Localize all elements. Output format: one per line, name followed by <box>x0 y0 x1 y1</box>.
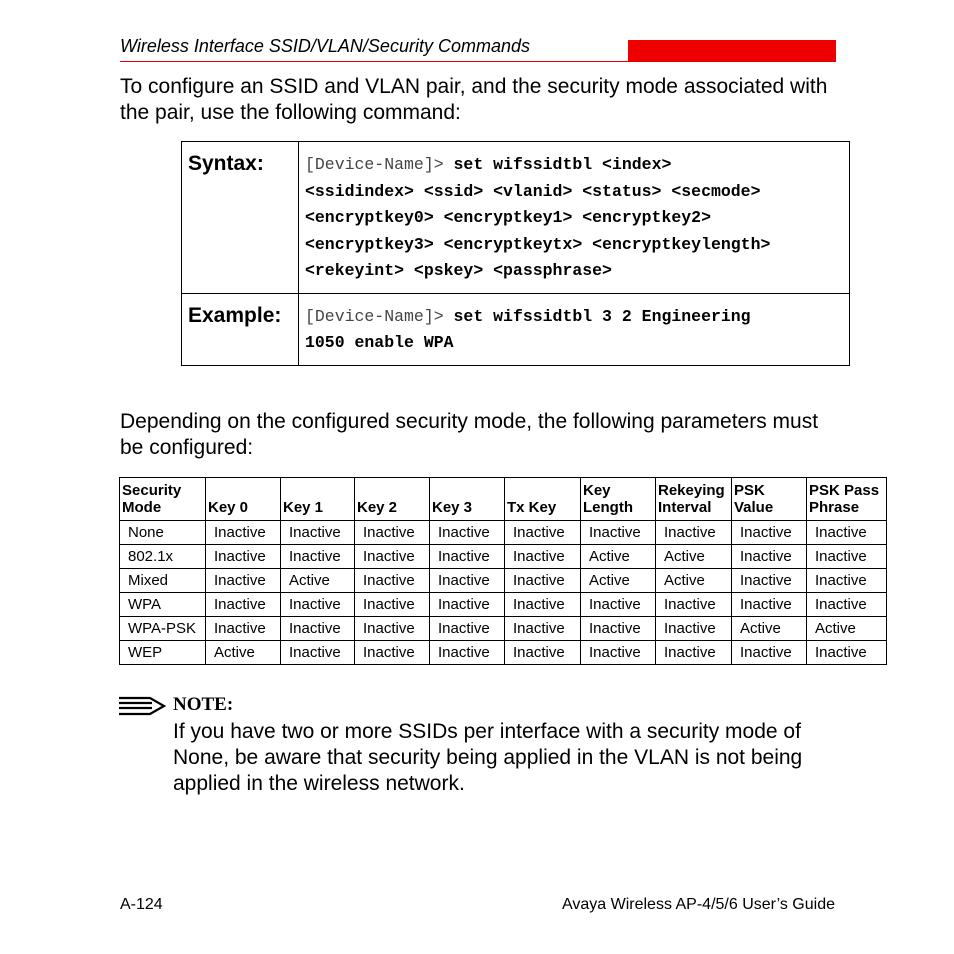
note-arrow-icon <box>118 695 166 717</box>
parameter-status-cell: Inactive <box>505 593 581 617</box>
parameter-status-cell: Inactive <box>281 521 355 545</box>
syntax-line: <rekeyint> <pskey> <passphrase> <box>305 261 612 280</box>
parameter-status-cell: Inactive <box>355 617 430 641</box>
example-line: 1050 enable WPA <box>305 333 454 352</box>
security-mode-cell: WPA-PSK <box>120 617 206 641</box>
parameter-status-cell: Inactive <box>281 617 355 641</box>
parameter-status-cell: Inactive <box>732 521 807 545</box>
column-header: Rekeying Interval <box>656 478 732 521</box>
syntax-prompt: [Device-Name]> <box>305 155 444 174</box>
page-number: A-124 <box>120 896 163 913</box>
parameter-status-cell: Inactive <box>656 521 732 545</box>
parameter-status-cell: Active <box>281 569 355 593</box>
syntax-line: <ssidindex> <ssid> <vlanid> <status> <secmode> <box>305 181 761 201</box>
table-row <box>120 521 887 545</box>
column-header: Tx Key <box>505 478 581 521</box>
table-row <box>120 569 887 593</box>
parameter-status-cell: Inactive <box>807 521 887 545</box>
header-rule <box>120 61 836 62</box>
parameter-status-cell: Inactive <box>505 521 581 545</box>
table-row <box>120 617 887 641</box>
parameter-status-cell: Inactive <box>355 545 430 569</box>
table-row <box>120 545 887 569</box>
security-mode-cell: 802.1x <box>120 545 206 569</box>
parameter-status-cell: Inactive <box>206 545 281 569</box>
syntax-command <box>299 142 850 294</box>
parameter-status-cell: Inactive <box>355 641 430 665</box>
parameter-status-cell: Inactive <box>732 593 807 617</box>
command-table <box>181 141 850 366</box>
column-header: Key 1 <box>281 478 355 521</box>
parameter-status-cell: Inactive <box>656 641 732 665</box>
security-mode-cell: WEP <box>120 641 206 665</box>
security-parameter-table <box>119 477 887 665</box>
parameter-status-cell: Inactive <box>206 593 281 617</box>
table-row <box>120 641 887 665</box>
column-header: Key 3 <box>430 478 505 521</box>
column-header: PSK Value <box>732 478 807 521</box>
parameter-status-cell: Active <box>656 569 732 593</box>
header-accent-bar <box>628 40 836 61</box>
parameter-status-cell: Inactive <box>206 617 281 641</box>
note-label: NOTE: <box>173 694 234 715</box>
parameter-status-cell: Inactive <box>430 521 505 545</box>
parameter-status-cell: Inactive <box>355 521 430 545</box>
column-header: Key Length <box>581 478 656 521</box>
parameter-status-cell: Inactive <box>505 569 581 593</box>
parameter-status-cell: Inactive <box>355 593 430 617</box>
parameter-status-cell: Inactive <box>430 569 505 593</box>
syntax-label: Syntax: <box>182 142 299 294</box>
syntax-line: <encryptkey0> <encryptkey1> <encryptkey2> <box>305 208 711 227</box>
parameter-status-cell: Inactive <box>430 641 505 665</box>
parameter-status-cell: Inactive <box>281 641 355 665</box>
syntax-line: <encryptkey3> <encryptkeytx> <encryptkeylength> <box>305 234 771 254</box>
parameter-status-cell: Inactive <box>505 545 581 569</box>
column-header: Key 0 <box>206 478 281 521</box>
security-mode-cell: Mixed <box>120 569 206 593</box>
parameter-status-cell: Inactive <box>206 569 281 593</box>
parameter-status-cell: Active <box>656 545 732 569</box>
syntax-row <box>182 142 850 294</box>
parameter-status-cell: Inactive <box>581 521 656 545</box>
parameter-status-cell: Inactive <box>807 593 887 617</box>
example-prompt: [Device-Name]> <box>305 306 444 326</box>
security-mode-cell: None <box>120 521 206 545</box>
parameter-status-cell: Inactive <box>581 617 656 641</box>
column-header: Security Mode <box>120 478 206 521</box>
parameter-status-cell: Active <box>206 641 281 665</box>
parameter-status-cell: Inactive <box>581 641 656 665</box>
example-label: Example: <box>182 293 299 365</box>
security-mode-cell: WPA <box>120 593 206 617</box>
parameter-status-cell: Inactive <box>807 569 887 593</box>
parameter-status-cell: Inactive <box>656 617 732 641</box>
column-header: Key 2 <box>355 478 430 521</box>
table-row <box>120 593 887 617</box>
parameter-status-cell: Inactive <box>430 593 505 617</box>
parameter-status-cell: Inactive <box>807 545 887 569</box>
parameter-status-cell: Inactive <box>430 545 505 569</box>
parameter-status-cell: Inactive <box>430 617 505 641</box>
intro-paragraph: To configure an SSID and VLAN pair, and the security mode associated with the pair, use the following command: <box>120 75 828 124</box>
parameter-status-cell: Inactive <box>281 545 355 569</box>
parameter-status-cell: Active <box>581 545 656 569</box>
syntax-line: [Device-Name]> set wifssidtbl <index> <box>305 155 672 174</box>
parameter-status-cell: Inactive <box>581 593 656 617</box>
parameter-status-cell: Inactive <box>807 641 887 665</box>
parameter-status-cell: Active <box>581 569 656 593</box>
parameter-status-cell: Inactive <box>732 545 807 569</box>
parameter-status-cell: Inactive <box>732 641 807 665</box>
parameter-status-cell: Active <box>732 617 807 641</box>
header-title: Wireless Interface SSID/VLAN/Security Commands <box>120 36 530 56</box>
parameter-status-cell: Inactive <box>355 569 430 593</box>
parameter-status-cell: Inactive <box>505 617 581 641</box>
note-text: If you have two or more SSIDs per interface with a security mode of None, be aware that security being applied in the VLAN is not being applied in the wireless network. <box>173 720 803 795</box>
depend-paragraph: Depending on the configured security mode, the following parameters must be configured: <box>120 410 819 459</box>
column-header: PSK Pass Phrase <box>807 478 887 521</box>
example-row <box>182 293 850 365</box>
guide-title: Avaya Wireless AP-4/5/6 User’s Guide <box>561 896 835 913</box>
table-header-row <box>120 478 887 521</box>
parameter-status-cell: Active <box>807 617 887 641</box>
parameter-status-cell: Inactive <box>505 641 581 665</box>
parameter-status-cell: Inactive <box>732 569 807 593</box>
parameter-status-cell: Inactive <box>656 593 732 617</box>
example-line: [Device-Name]> set wifssidtbl 3 2 Engineering <box>305 306 751 326</box>
parameter-status-cell: Inactive <box>281 593 355 617</box>
example-command <box>299 293 850 365</box>
parameter-status-cell: Inactive <box>206 521 281 545</box>
